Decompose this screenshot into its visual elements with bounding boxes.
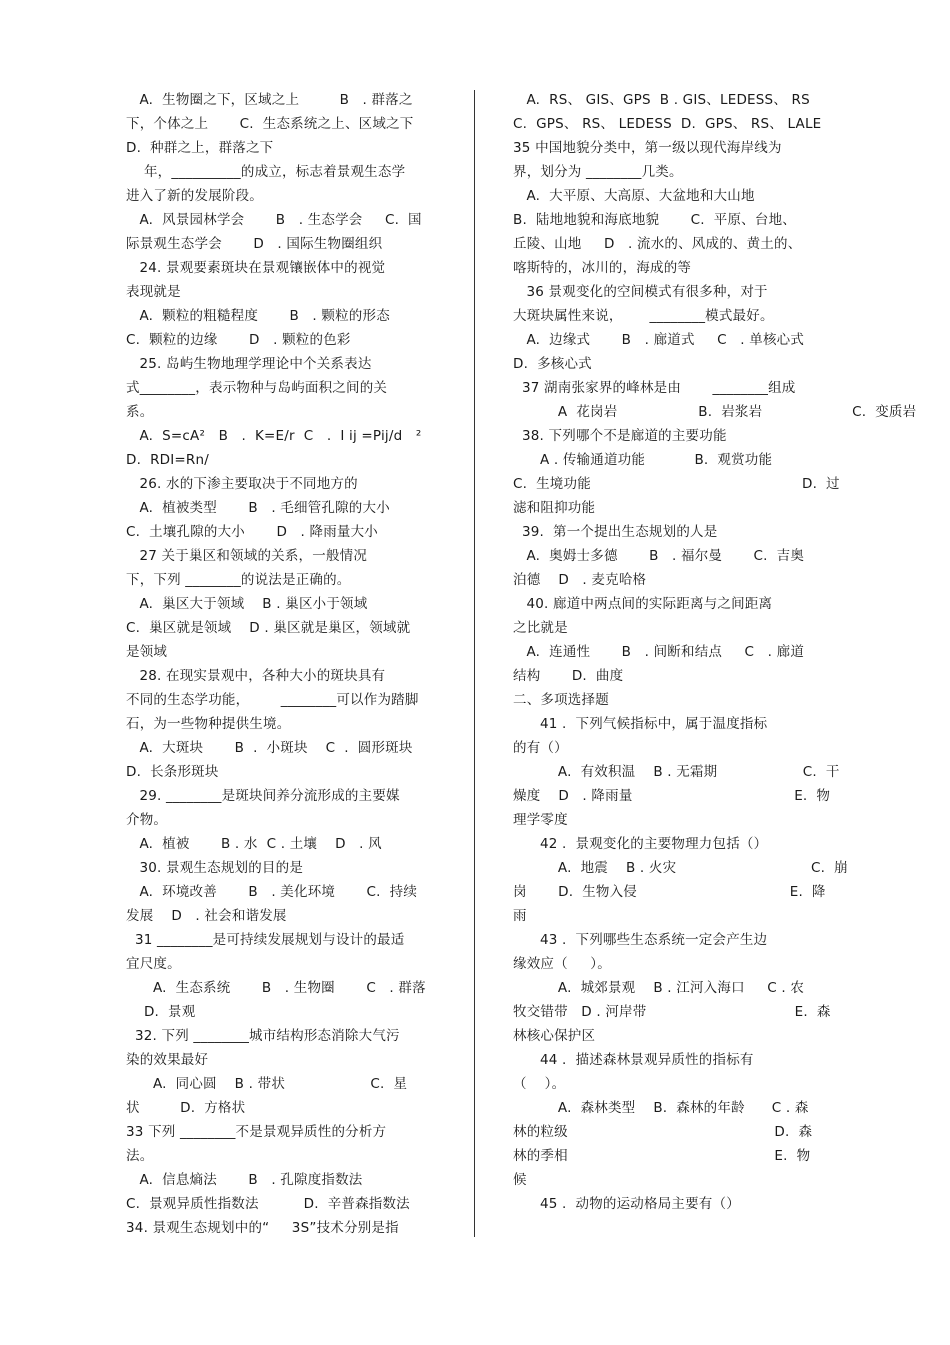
text-line: A. 大平原、大高原、大盆地和大山地	[513, 188, 755, 204]
text-line: 发展 D . 社会和谐发展	[126, 908, 287, 924]
text-line: 45 . 动物的运动格局主要有（）	[513, 1196, 740, 1212]
text-line: A. 植被类型 B . 毛细管孔隙的大小	[126, 500, 390, 516]
text-line: C. 生境功能 D. 过	[513, 476, 840, 492]
text-line: A. 颗粒的粗糙程度 B . 颗粒的形态	[126, 308, 390, 324]
text-line: A. 信息熵法 B . 孔隙度指数法	[126, 1172, 363, 1188]
text-line: 二、多项选择题	[513, 692, 609, 708]
text-line: 界，划分为 ________几类。	[513, 164, 683, 180]
right-column	[513, 88, 917, 1216]
text-line: B. 陆地地貌和海底地貌 C. 平原、台地、	[513, 212, 796, 228]
text-line: D. 景观	[126, 1004, 196, 1020]
text-line: A. 边缘式 B . 廊道式 C . 单核心式	[513, 332, 805, 348]
text-line: A. 城郊景观 B . 江河入海口 C . 农	[513, 980, 805, 996]
text-line: 35 中国地貌分类中，第一级以现代海岸线为	[513, 140, 782, 156]
text-line: 进入了新的发展阶段。	[126, 188, 263, 204]
text-line: A. 地震 B . 火灾 C. 崩	[513, 860, 848, 876]
text-line: 33 下列 ________不是景观异质性的分析方	[126, 1124, 387, 1140]
text-line: 喀斯特的，冰川的，海成的等	[513, 260, 692, 276]
text-line: 缘效应（ ）。	[513, 956, 611, 972]
text-line: 结构 D. 曲度	[513, 668, 624, 684]
text-line: 41 . 下列气候指标中，属于温度指标	[513, 716, 768, 732]
text-line: 36 景观变化的空间模式有很多种，对于	[513, 284, 768, 300]
text-line: A. S=cA² B . K=E/r C . I ij =Pij/d ²	[126, 428, 422, 444]
text-line: 27 关于巢区和领域的关系，一般情况	[126, 548, 368, 564]
text-line: 40. 廊道中两点间的实际距离与之间距离	[513, 596, 773, 612]
text-line: 法。	[126, 1148, 154, 1164]
text-line: 石，为一些物种提供生境。	[126, 716, 291, 732]
text-line: 岗 D. 生物入侵 E. 降	[513, 884, 826, 900]
text-line: 38. 下列哪个不是廊道的主要功能	[513, 428, 727, 444]
text-line: C. 颗粒的边缘 D . 颗粒的色彩	[126, 332, 351, 348]
text-line: 丘陵、山地 D . 流水的、风成的、黄土的、	[513, 236, 802, 252]
text-line: 表现就是	[126, 284, 181, 300]
text-line: 系。	[126, 404, 154, 420]
text-line: 下，个体之上 C. 生态系统之上、区域之下	[126, 116, 414, 132]
text-line: 30. 景观生态规划的目的是	[126, 860, 304, 876]
text-line: 29. ________是斑块间养分流形成的主要媒	[126, 788, 400, 804]
text-line: 状 D. 方格状	[126, 1100, 246, 1116]
text-line: D. 种群之上，群落之下	[126, 140, 274, 156]
text-line: 林的粒级 D. 森	[513, 1124, 813, 1140]
text-line: A. 风景园林学会 B . 生态学会 C. 国	[126, 212, 422, 228]
text-line: 28. 在现实景观中，各种大小的斑块具有	[126, 668, 386, 684]
text-line: C. GPS、 RS、 LEDESS D. GPS、 RS、 LALE	[513, 116, 822, 132]
text-line: A. 有效积温 B . 无霜期 C. 干	[513, 764, 840, 780]
text-line: 泊德 D . 麦克哈格	[513, 572, 647, 588]
column-divider	[474, 90, 475, 1237]
text-line: 不同的生态学功能， ________可以作为踏脚	[126, 692, 419, 708]
text-line: 39. 第一个提出生态规划的人是	[513, 524, 718, 540]
text-line: 雨	[513, 908, 527, 924]
text-line: A. 巢区大于领域 B . 巢区小于领域	[126, 596, 368, 612]
text-line: C. 景观异质性指数法 D. 辛普森指数法	[126, 1196, 410, 1212]
text-line: A. 大斑块 B . 小斑块 C . 圆形斑块	[126, 740, 413, 756]
text-line: A. 连通性 B . 间断和结点 C . 廊道	[513, 644, 805, 660]
text-line: C. 巢区就是领域 D . 巢区就是巢区，领域就	[126, 620, 411, 636]
text-line: 26. 水的下渗主要取决于不同地方的	[126, 476, 358, 492]
text-line: 理学零度	[513, 812, 568, 828]
text-line: 的有（）	[513, 740, 568, 756]
text-line: 24. 景观要素斑块在景观镶嵌体中的视觉	[126, 260, 386, 276]
text-line: 是领域	[126, 644, 168, 660]
text-line: A. 同心圆 B . 带状 C. 星	[126, 1076, 408, 1092]
text-line: 宜尺度。	[126, 956, 181, 972]
text-line: 32. 下列 ________城市结构形态消除大气污	[126, 1028, 400, 1044]
text-line: 44 . 描述森林景观异质性的指标有	[513, 1052, 754, 1068]
text-line: 际景观生态学会 D . 国际生物圈组织	[126, 236, 383, 252]
text-line: A . 传输通道功能 B. 观赏功能	[513, 452, 773, 468]
text-line: D. RDI=Rn/	[126, 452, 210, 468]
text-line: 25. 岛屿生物地理学理论中个关系表达	[126, 356, 372, 372]
text-line: 大斑块属性来说， ________模式最好。	[513, 308, 774, 324]
text-line: （ ）。	[513, 1076, 566, 1092]
text-line: 燥度 D . 降雨量 E. 物	[513, 788, 831, 804]
text-line: D. 长条形斑块	[126, 764, 219, 780]
text-line: 下，下列 ________的说法是正确的。	[126, 572, 351, 588]
left-column	[126, 88, 446, 1240]
text-line: 34. 景观生态规划中的“ 3S”技术分别是指	[126, 1220, 399, 1236]
text-line: 染的效果最好	[126, 1052, 209, 1068]
text-line: A. 森林类型 B. 森林的年龄 C . 森	[513, 1100, 809, 1116]
text-line: 林核心保护区	[513, 1028, 596, 1044]
text-line: A. 生物圈之下，区域之上 B . 群落之	[126, 92, 413, 108]
text-line: D. 多核心式	[513, 356, 592, 372]
text-line: 牧交错带 D . 河岸带 E. 森	[513, 1004, 831, 1020]
text-line: A. 生态系统 B . 生物圈 C . 群落	[126, 980, 426, 996]
text-line: 林的季相 E. 物	[513, 1148, 811, 1164]
text-line: C. 土壤孔隙的大小 D . 降雨量大小	[126, 524, 378, 540]
text-line: A. RS、 GIS、GPS B . GIS、LEDESS、 RS	[513, 92, 810, 108]
text-line: 42 . 景观变化的主要物理力包括（）	[513, 836, 768, 852]
text-line: A 花岗岩 B. 岩浆岩 C. 变质岩	[513, 404, 917, 420]
text-line: 31 ________是可持续发展规划与设计的最适	[126, 932, 405, 948]
text-line: 之比就是	[513, 620, 568, 636]
text-line: 介物。	[126, 812, 168, 828]
text-line: 43 . 下列哪些生态系统一定会产生边	[513, 932, 768, 948]
text-line: 候	[513, 1172, 527, 1188]
text-line: A. 植被 B . 水 C . 土壤 D . 风	[126, 836, 382, 852]
text-line: 37 湖南张家界的峰林是由 ________组成	[513, 380, 796, 396]
text-line: A. 奥姆士多德 B . 福尔曼 C. 吉奥	[513, 548, 805, 564]
text-line: 滤和阻抑功能	[513, 500, 596, 516]
text-line: A. 环境改善 B . 美化环境 C. 持续	[126, 884, 418, 900]
text-line: 年，__________的成立，标志着景观生态学	[126, 164, 406, 180]
text-line: 式________，表示物种与岛屿面积之间的关	[126, 380, 388, 396]
